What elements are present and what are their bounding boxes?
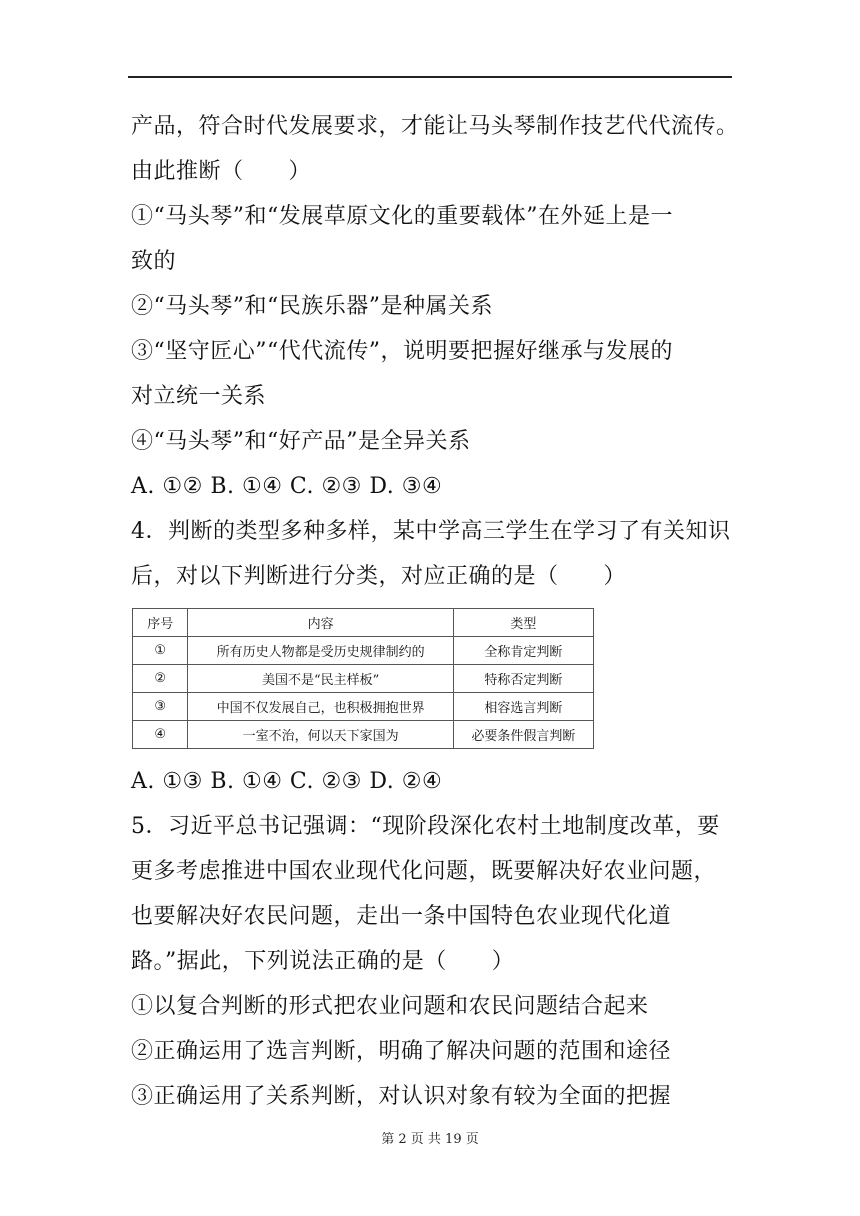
table-row [133,721,594,749]
text-line: 更多考虑推进中国农业现代化问题，既要解决好农业问题， [131,859,717,884]
table-cell: ④ [133,721,188,749]
table-cell: 特称否定判断 [453,665,593,693]
text-line: 也要解决好农民问题，走出一条中国特色农业现代化道 [131,904,672,929]
table-cell: ② [133,665,188,693]
answer-options: A. ①③ B. ①④ C. ②③ D. ②④ [131,769,443,794]
text-line: ②正确运用了选言判断，明确了解决问题的范围和途径 [131,1039,672,1064]
column-header: 内容 [188,609,453,637]
column-header: 序号 [133,609,188,637]
text-line: ①“马头琴”和“发展草原文化的重要载体”在外延上是一 [131,204,673,229]
table-row [133,665,594,693]
table-cell: ① [133,637,188,665]
text-line: ③正确运用了关系判断，对认识对象有较为全面的把握 [131,1084,672,1109]
page-content [131,104,741,1119]
text-line: ②“马头琴”和“民族乐器”是种属关系 [131,294,493,319]
text-line: ①以复合判断的形式把农业问题和农民问题结合起来 [131,994,649,1019]
table-cell: 全称肯定判断 [453,637,593,665]
text-line: 后，对以下判断进行分类，对应正确的是（ ） [131,564,627,589]
question-4-stem: 4．判断的类型多种多样，某中学高三学生在学习了有关知识 [131,519,731,544]
table-row [133,693,594,721]
answer-options: A. ①② B. ①④ C. ②③ D. ③④ [131,474,443,499]
judgment-table [132,608,594,749]
table-cell: 必要条件假言判断 [453,721,593,749]
header-rule [128,76,732,78]
table-header-row [133,609,594,637]
text-line: 由此推断（ ） [131,159,312,184]
table-cell: 所有历史人物都是受历史规律制约的 [188,637,453,665]
table-cell: 相容选言判断 [453,693,593,721]
text-line: 致的 [131,249,177,274]
table-cell: 一室不治，何以天下家国为 [188,721,453,749]
text-line: 对立统一关系 [131,384,267,409]
column-header: 类型 [453,609,593,637]
table-row [133,637,594,665]
table-cell: 中国不仅发展自己，也积极拥抱世界 [188,693,453,721]
question-5-stem: 5．习近平总书记强调：“现阶段深化农村土地制度改革，要 [131,814,720,839]
table-cell: ③ [133,693,188,721]
text-line: 产品，符合时代发展要求，才能让马头琴制作技艺代代流传。 [131,114,739,139]
text-line: ④“马头琴”和“好产品”是全异关系 [131,429,471,454]
text-line: 路。”据此，下列说法正确的是（ ） [131,949,515,974]
text-line: ③“坚守匠心”“代代流传”，说明要把握好继承与发展的 [131,339,673,364]
table-cell: 美国不是“民主样板” [188,665,453,693]
page-footer: 第 2 页 共 19 页 [381,1132,479,1147]
